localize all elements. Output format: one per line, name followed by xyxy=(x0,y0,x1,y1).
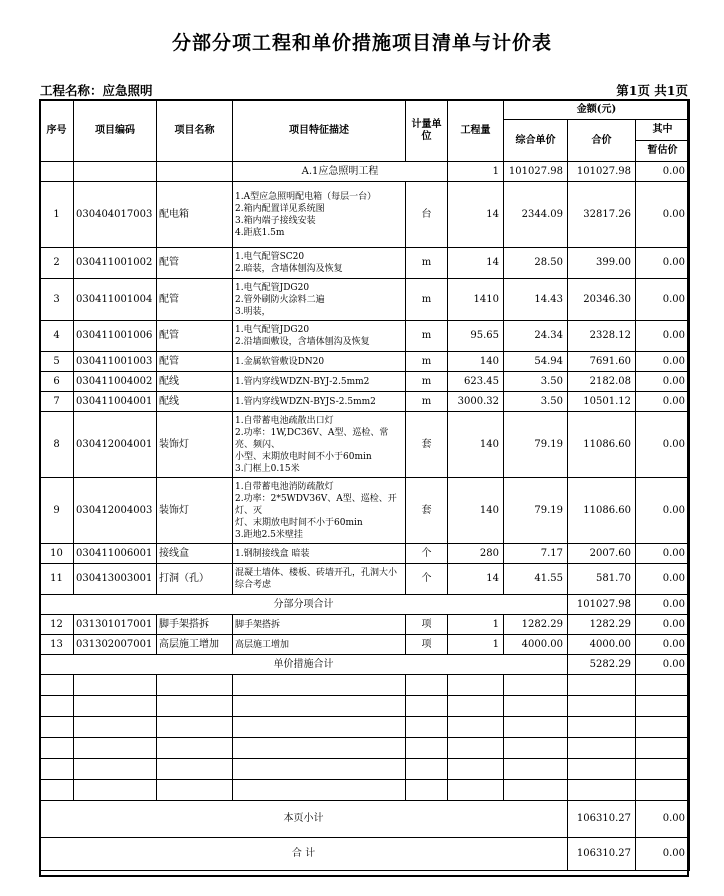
blank-cell xyxy=(74,696,157,717)
row-desc: 1.金属软管敷设DN20 xyxy=(233,352,406,372)
blank-cell xyxy=(233,780,406,801)
page-subtotal-row-total: 106310.27 xyxy=(568,801,636,838)
blank-cell xyxy=(157,759,233,780)
blank-cell xyxy=(636,675,690,696)
row-seq: 3 xyxy=(40,279,74,321)
row-name: 装饰灯 xyxy=(157,412,233,478)
row-unit-price: 2344.09 xyxy=(504,182,568,248)
row-provisional: 0.00 xyxy=(636,182,690,248)
row-unit: 套 xyxy=(406,478,448,544)
header-name: 项目名称 xyxy=(157,100,233,162)
blank-cell xyxy=(40,738,74,759)
row-name: 高层施工增加 xyxy=(157,635,233,655)
row-seq: 8 xyxy=(40,412,74,478)
row-total: 2328.12 xyxy=(568,321,636,352)
blank-cell xyxy=(157,717,233,738)
blank-cell xyxy=(636,717,690,738)
row-provisional: 0.00 xyxy=(636,392,690,412)
blank-cell xyxy=(157,780,233,801)
row-qty: 140 xyxy=(448,352,504,372)
section-total: 101027.98 xyxy=(568,162,636,182)
row-code: 030411001006 xyxy=(74,321,157,352)
header-seq: 序号 xyxy=(40,100,74,162)
row-qty: 140 xyxy=(448,478,504,544)
row-desc: 高层施工增加 xyxy=(233,635,406,655)
blank-cell xyxy=(504,738,568,759)
row-provisional: 0.00 xyxy=(636,635,690,655)
row-desc: 1.管内穿线WDZN-BYJS-2.5mm2 xyxy=(233,392,406,412)
blank-cell xyxy=(568,759,636,780)
grand-total-row-label: 合 计 xyxy=(40,838,568,871)
row-code: 030412004003 xyxy=(74,478,157,544)
row-code: 031302007001 xyxy=(74,635,157,655)
page-indicator: 第1页 共1页 xyxy=(616,83,688,98)
blank-cell xyxy=(568,738,636,759)
blank-cell xyxy=(40,759,74,780)
row-unit: m xyxy=(406,279,448,321)
row-seq: 7 xyxy=(40,392,74,412)
row-desc: 1.自带蓄电池疏散出口灯 2.功率：1W,DC36V、A型、巡检、常亮、频闪、 小型、末期放电时间不小于60min 3.门框上0.15米 xyxy=(233,412,406,478)
header-desc: 项目特征描述 xyxy=(233,100,406,162)
row-desc: 1.自带蓄电池消防疏散灯 2.功率：2*5WDV36V、A型、巡检、开灯、灭 灯、末期放电时间不小于60min 3.距地2.5米壁挂 xyxy=(233,478,406,544)
row-provisional: 0.00 xyxy=(636,478,690,544)
section-row xyxy=(40,162,690,182)
measures-subtotal-row-provisional: 0.00 xyxy=(636,655,690,675)
row-name: 配管 xyxy=(157,352,233,372)
row-qty: 280 xyxy=(448,544,504,564)
section-label: A.1应急照明工程 xyxy=(233,162,448,182)
blank-cell xyxy=(636,780,690,801)
section-qty: 1 xyxy=(448,162,504,182)
row-unit: 台 xyxy=(406,182,448,248)
blank-cell xyxy=(636,738,690,759)
row-unit-price: 54.94 xyxy=(504,352,568,372)
row-unit-price: 41.55 xyxy=(504,564,568,595)
row-code: 031301017001 xyxy=(74,615,157,635)
table-row xyxy=(40,544,690,564)
row-name: 配线 xyxy=(157,372,233,392)
section-unit-price: 101027.98 xyxy=(504,162,568,182)
blank-cell xyxy=(74,759,157,780)
blank-cell xyxy=(448,675,504,696)
blank-cell xyxy=(74,675,157,696)
row-unit-price: 1282.29 xyxy=(504,615,568,635)
row-qty: 1 xyxy=(448,615,504,635)
table-row xyxy=(40,279,690,321)
blank-cell xyxy=(504,717,568,738)
row-unit-price: 28.50 xyxy=(504,248,568,279)
row-desc: 混凝土墙体、楼板、砖墙开孔，孔洞大小综合考虑 xyxy=(233,564,406,595)
row-desc: 1.电气配管SC20 2.暗装，含墙体刨沟及恢复 xyxy=(233,248,406,279)
row-unit: 个 xyxy=(406,544,448,564)
row-qty: 623.45 xyxy=(448,372,504,392)
header-unit-price: 综合单价 xyxy=(504,120,568,162)
row-total: 399.00 xyxy=(568,248,636,279)
blank-cell xyxy=(504,759,568,780)
bill-of-quantities-table xyxy=(39,99,690,871)
subtotal-row-label: 分部分项合计 xyxy=(40,595,568,615)
table-row xyxy=(40,478,690,544)
table-row xyxy=(40,321,690,352)
blank-cell xyxy=(157,696,233,717)
row-name: 打洞（孔） xyxy=(157,564,233,595)
row-provisional: 0.00 xyxy=(636,615,690,635)
row-unit: m xyxy=(406,392,448,412)
blank-cell xyxy=(448,738,504,759)
row-provisional: 0.00 xyxy=(636,564,690,595)
blank-cell xyxy=(568,717,636,738)
blank-cell xyxy=(448,696,504,717)
row-provisional: 0.00 xyxy=(636,248,690,279)
row-qty: 1410 xyxy=(448,279,504,321)
row-unit: m xyxy=(406,372,448,392)
row-unit-price: 79.19 xyxy=(504,478,568,544)
table-row xyxy=(40,615,690,635)
row-seq: 11 xyxy=(40,564,74,595)
row-provisional: 0.00 xyxy=(636,544,690,564)
blank-cell xyxy=(568,780,636,801)
row-unit: m xyxy=(406,321,448,352)
measures-subtotal-row-total: 5282.29 xyxy=(568,655,636,675)
grand-total-row xyxy=(40,838,690,871)
table-row xyxy=(40,182,690,248)
row-qty: 1 xyxy=(448,635,504,655)
row-unit: m xyxy=(406,248,448,279)
row-total: 2007.60 xyxy=(568,544,636,564)
blank-cell xyxy=(233,759,406,780)
blank-row xyxy=(40,738,690,759)
row-code: 030411001002 xyxy=(74,248,157,279)
row-code: 030412004001 xyxy=(74,412,157,478)
blank-cell xyxy=(504,696,568,717)
blank-cell xyxy=(448,759,504,780)
blank-cell xyxy=(448,780,504,801)
row-unit-price: 3.50 xyxy=(504,372,568,392)
row-name: 配电箱 xyxy=(157,182,233,248)
blank-cell xyxy=(504,675,568,696)
row-unit: 套 xyxy=(406,412,448,478)
row-unit: 个 xyxy=(406,564,448,595)
row-seq: 6 xyxy=(40,372,74,392)
row-total: 1282.29 xyxy=(568,615,636,635)
row-total: 4000.00 xyxy=(568,635,636,655)
row-qty: 14 xyxy=(448,248,504,279)
blank-cell xyxy=(74,717,157,738)
row-qty: 14 xyxy=(448,182,504,248)
header-qty: 工程量 xyxy=(448,100,504,162)
table-row xyxy=(40,564,690,595)
blank-cell xyxy=(233,696,406,717)
page-subtotal-row-label: 本页小计 xyxy=(40,801,568,838)
subtotal-row xyxy=(40,595,690,615)
blank-cell xyxy=(568,675,636,696)
row-unit-price: 79.19 xyxy=(504,412,568,478)
row-name: 配管 xyxy=(157,248,233,279)
row-total: 7691.60 xyxy=(568,352,636,372)
row-provisional: 0.00 xyxy=(636,321,690,352)
row-seq: 13 xyxy=(40,635,74,655)
row-seq: 5 xyxy=(40,352,74,372)
row-total: 11086.60 xyxy=(568,478,636,544)
row-code: 030411006001 xyxy=(74,544,157,564)
header-amount: 金额(元) xyxy=(504,100,690,120)
blank-cell xyxy=(406,717,448,738)
blank-cell xyxy=(406,759,448,780)
row-code: 030413003001 xyxy=(74,564,157,595)
table-row xyxy=(40,635,690,655)
row-unit: m xyxy=(406,352,448,372)
blank-row xyxy=(40,717,690,738)
row-unit: 项 xyxy=(406,635,448,655)
blank-cell xyxy=(568,696,636,717)
measures-subtotal-row-label: 单价措施合计 xyxy=(40,655,568,675)
row-qty: 3000.32 xyxy=(448,392,504,412)
row-desc: 1.A型应急照明配电箱（每层一台） 2.箱内配置详见系统图 3.箱内端子接线安装 4.距底1.5m xyxy=(233,182,406,248)
row-code: 030404017003 xyxy=(74,182,157,248)
row-seq: 10 xyxy=(40,544,74,564)
blank-cell xyxy=(636,759,690,780)
row-seq: 1 xyxy=(40,182,74,248)
blank-cell xyxy=(233,717,406,738)
blank-cell xyxy=(448,717,504,738)
blank-cell xyxy=(233,675,406,696)
blank-cell xyxy=(157,738,233,759)
row-seq: 9 xyxy=(40,478,74,544)
blank-cell xyxy=(157,675,233,696)
row-unit-price: 4000.00 xyxy=(504,635,568,655)
row-provisional: 0.00 xyxy=(636,412,690,478)
row-desc: 1.电气配管JDG20 2.管外刷防火涂料二遍 3.明装， xyxy=(233,279,406,321)
row-desc: 1.钢制接线盒 暗装 xyxy=(233,544,406,564)
blank-cell xyxy=(504,780,568,801)
blank-cell xyxy=(406,696,448,717)
row-total: 11086.60 xyxy=(568,412,636,478)
page-subtotal-row xyxy=(40,801,690,838)
subtotal-row-total: 101027.98 xyxy=(568,595,636,615)
blank-cell xyxy=(40,780,74,801)
row-qty: 95.65 xyxy=(448,321,504,352)
row-seq: 4 xyxy=(40,321,74,352)
row-provisional: 0.00 xyxy=(636,372,690,392)
header-code: 项目编码 xyxy=(74,100,157,162)
blank-cell xyxy=(233,738,406,759)
page-subtotal-row-provisional: 0.00 xyxy=(636,801,690,838)
blank-cell xyxy=(40,696,74,717)
row-total: 20346.30 xyxy=(568,279,636,321)
subtotal-row-provisional: 0.00 xyxy=(636,595,690,615)
blank-row xyxy=(40,759,690,780)
table-row xyxy=(40,392,690,412)
row-name: 装饰灯 xyxy=(157,478,233,544)
row-desc: 1.电气配管JDG20 2.沿墙面敷设，含墙体刨沟及恢复 xyxy=(233,321,406,352)
table-row xyxy=(40,412,690,478)
blank-row xyxy=(40,780,690,801)
blank-cell xyxy=(74,780,157,801)
row-provisional: 0.00 xyxy=(636,279,690,321)
row-seq: 2 xyxy=(40,248,74,279)
blank-cell xyxy=(40,675,74,696)
row-unit-price: 24.34 xyxy=(504,321,568,352)
row-name: 配管 xyxy=(157,279,233,321)
row-unit-price: 14.43 xyxy=(504,279,568,321)
row-desc: 1.管内穿线WDZN-BYJ-2.5mm2 xyxy=(233,372,406,392)
row-qty: 14 xyxy=(448,564,504,595)
row-unit: 项 xyxy=(406,615,448,635)
row-code: 030411001004 xyxy=(74,279,157,321)
grand-total-row-provisional: 0.00 xyxy=(636,838,690,871)
blank-cell xyxy=(406,738,448,759)
blank-cell xyxy=(40,717,74,738)
project-name: 工程名称：应急照明 xyxy=(40,83,153,98)
blank-row xyxy=(40,696,690,717)
section-provisional: 0.00 xyxy=(636,162,690,182)
table-row xyxy=(40,352,690,372)
row-desc: 脚手架搭拆 xyxy=(233,615,406,635)
blank-cell xyxy=(406,780,448,801)
row-name: 配线 xyxy=(157,392,233,412)
table-row xyxy=(40,248,690,279)
document-title: 分部分项工程和单价措施项目清单与计价表 xyxy=(171,32,552,54)
grand-total-row-total: 106310.27 xyxy=(568,838,636,871)
blank-cell xyxy=(636,696,690,717)
row-name: 接线盒 xyxy=(157,544,233,564)
header-provisional: 暂估价 xyxy=(636,141,690,162)
row-unit-price: 3.50 xyxy=(504,392,568,412)
row-total: 2182.08 xyxy=(568,372,636,392)
row-total: 32817.26 xyxy=(568,182,636,248)
row-qty: 140 xyxy=(448,412,504,478)
blank-cell xyxy=(74,738,157,759)
table-row xyxy=(40,372,690,392)
row-code: 030411004002 xyxy=(74,372,157,392)
row-unit-price: 7.17 xyxy=(504,544,568,564)
row-name: 脚手架搭拆 xyxy=(157,615,233,635)
row-code: 030411001003 xyxy=(74,352,157,372)
row-total: 581.70 xyxy=(568,564,636,595)
header-of-which: 其中 xyxy=(636,120,690,141)
row-seq: 12 xyxy=(40,615,74,635)
row-total: 10501.12 xyxy=(568,392,636,412)
blank-row xyxy=(40,675,690,696)
header-total: 合价 xyxy=(568,120,636,162)
header-unit: 计量单位 xyxy=(406,100,448,162)
measures-subtotal-row xyxy=(40,655,690,675)
row-name: 配管 xyxy=(157,321,233,352)
blank-cell xyxy=(406,675,448,696)
row-code: 030411004001 xyxy=(74,392,157,412)
row-provisional: 0.00 xyxy=(636,352,690,372)
